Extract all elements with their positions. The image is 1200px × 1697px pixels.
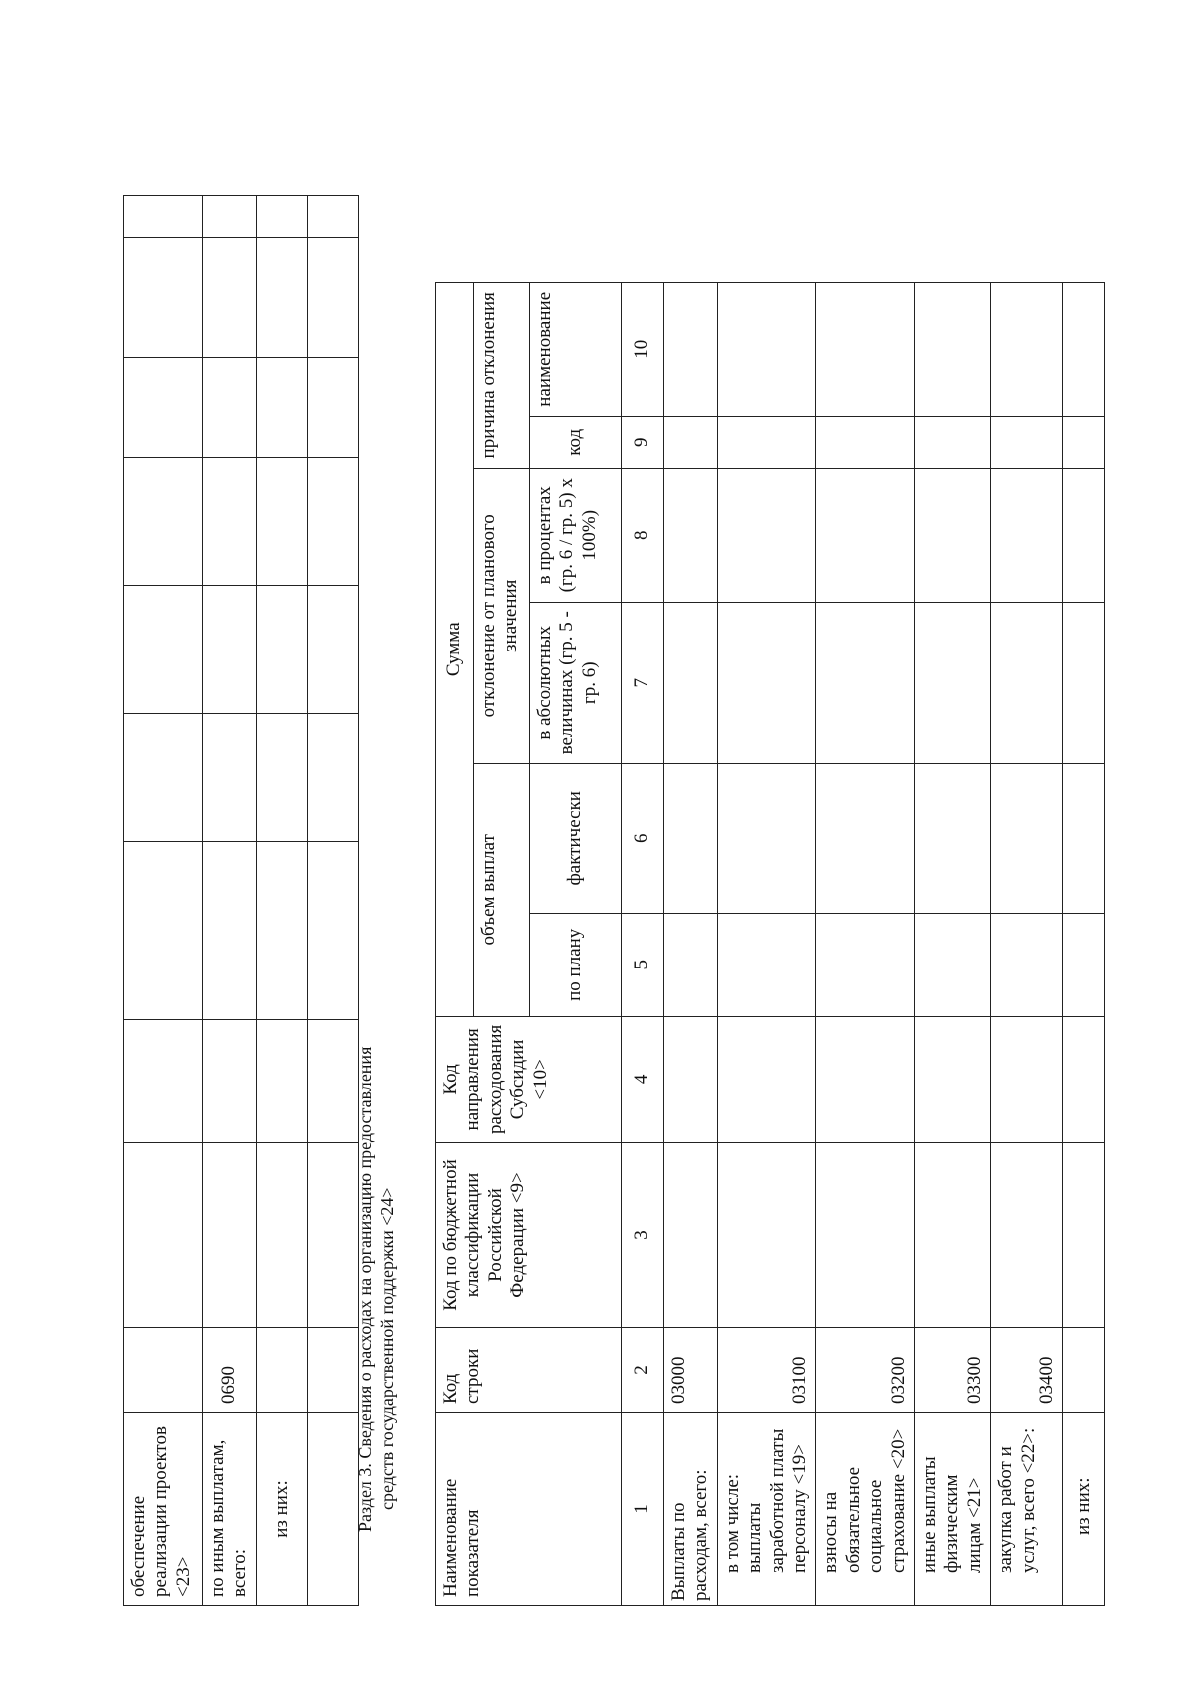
- section-title-line1: Раздел 3. Сведения о расходах на организацию предоставления: [355, 1046, 375, 1532]
- column-number: 3: [622, 1143, 664, 1328]
- header-direction-code: Код направления расходования Субсидии <10>: [436, 1016, 622, 1142]
- section-title: [355, 772, 398, 1532]
- header-name: Наименование показателя: [436, 1413, 622, 1606]
- section-title-line2: средств государственной поддержки <24>: [376, 1187, 397, 1510]
- table-row: [717, 282, 816, 1605]
- row-code: 03200: [816, 1328, 915, 1413]
- row-label: в том числе: выплаты заработной платы персоналу <19>: [717, 1413, 816, 1606]
- column-number: 5: [622, 913, 664, 1016]
- column-number: 8: [622, 468, 664, 602]
- row-code: [307, 1328, 358, 1413]
- row-label: Выплаты по расходам, всего:: [664, 1413, 718, 1606]
- table-row: [991, 282, 1063, 1605]
- row-code: [124, 1328, 203, 1413]
- row-code: 0690: [203, 1328, 257, 1413]
- row-label: обеспечение реализации проектов <23>: [124, 1413, 203, 1606]
- row-code: 03000: [664, 1328, 718, 1413]
- row-label: из них:: [1063, 1413, 1105, 1606]
- header-payments-volume: объем выплат: [474, 763, 530, 1016]
- header-deviation: отклонение от планового значения: [474, 468, 530, 763]
- table-row: [124, 196, 203, 1606]
- column-number: 2: [622, 1328, 664, 1413]
- header-pct: в процентах (гр. 6 / гр. 5) x 100%): [530, 468, 622, 602]
- column-number: 10: [622, 282, 664, 416]
- column-number: 6: [622, 763, 664, 913]
- table-row: [307, 196, 358, 1606]
- header-sum: Сумма: [436, 282, 474, 1016]
- header-actual: фактически: [530, 763, 622, 913]
- expenses-table: [435, 282, 1105, 1606]
- table-row: [664, 282, 718, 1605]
- row-label: закупка работ и услуг, всего <22>:: [991, 1413, 1063, 1606]
- row-label: [307, 1413, 358, 1606]
- row-label: иные выплаты физическим лицам <21>: [915, 1413, 991, 1606]
- header-by-plan: по плану: [530, 913, 622, 1016]
- header-bk-code: Код по бюджетной классификации Российской Федерации <9>: [436, 1143, 622, 1328]
- row-label: взносы на обязательное социальное страхование <20>: [816, 1413, 915, 1606]
- column-number: 1: [622, 1413, 664, 1606]
- column-number: 4: [622, 1016, 664, 1142]
- header-row-code: Код строки: [436, 1328, 622, 1413]
- header-reason: причина отклонения: [474, 282, 530, 468]
- header-abs: в абсолютных величинах (гр. 5 - гр. 6): [530, 602, 622, 763]
- row-code: 03400: [991, 1328, 1063, 1413]
- column-number: 9: [622, 416, 664, 468]
- header-reason-code: код: [530, 416, 622, 468]
- row-code: [256, 1328, 307, 1413]
- header-reason-name: наименование: [530, 282, 622, 416]
- column-number-row: [622, 282, 664, 1605]
- table-row: [1063, 282, 1105, 1605]
- table-row: [203, 196, 257, 1606]
- row-code: 03100: [717, 1328, 816, 1413]
- row-code: [1063, 1328, 1105, 1413]
- table-row: [256, 196, 307, 1606]
- header-row: [436, 282, 474, 1605]
- row-label: из них:: [256, 1413, 307, 1606]
- row-label: по иным выплатам, всего:: [203, 1413, 257, 1606]
- table-row: [816, 282, 915, 1605]
- continuation-table: [123, 195, 359, 1606]
- column-number: 7: [622, 602, 664, 763]
- row-code: 03300: [915, 1328, 991, 1413]
- table-row: [915, 282, 991, 1605]
